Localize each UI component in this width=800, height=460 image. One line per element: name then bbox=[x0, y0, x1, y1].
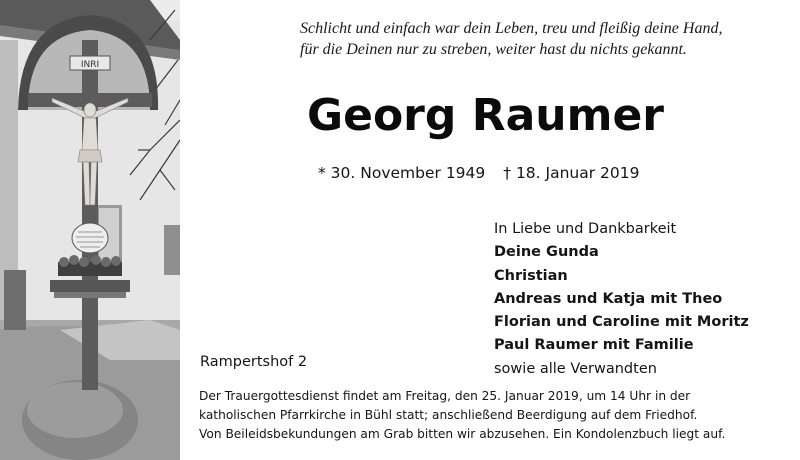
memorial-verse bbox=[300, 18, 780, 60]
verse-line: für die Deinen nur zu streben, weiter hast du nichts gekannt. bbox=[300, 41, 687, 58]
mourner-name: Deine Gunda bbox=[494, 244, 599, 261]
service-line: Der Trauergottesdienst findet am Freitag, den 25. Januar 2019, um 14 Uhr in der bbox=[199, 389, 691, 403]
service-line: Von Beileidsbekundungen am Grab bitten wir abzusehen. Ein Kondolenzbuch liegt auf. bbox=[199, 427, 726, 441]
mourners-list bbox=[494, 218, 749, 381]
family-address: Rampertshof 2 bbox=[200, 354, 308, 370]
deceased-name: Georg Raumer bbox=[307, 90, 664, 141]
verse-line: Schlicht und einfach war dein Leben, treu und fleißig deine Hand, bbox=[300, 20, 723, 37]
funeral-service-info bbox=[199, 387, 794, 444]
service-line: katholischen Pfarrkirche in Bühl statt; anschließend Beerdigung auf dem Friedhof. bbox=[199, 408, 698, 422]
mourner-name: Paul Raumer mit Familie bbox=[494, 337, 694, 354]
birth-date: * 30. November 1949 bbox=[318, 164, 486, 182]
inri-sign: INRI bbox=[80, 60, 100, 70]
life-dates bbox=[318, 162, 639, 184]
mourner-name: Florian und Caroline mit Moritz bbox=[494, 314, 749, 331]
mourners-intro: In Liebe und Dankbarkeit bbox=[494, 221, 677, 237]
crucifix-photo bbox=[0, 0, 180, 460]
mourner-name: Andreas und Katja mit Theo bbox=[494, 290, 723, 307]
mourner-name: Christian bbox=[494, 267, 568, 284]
death-date: † 18. Januar 2019 bbox=[503, 164, 640, 182]
mourners-outro: sowie alle Verwandten bbox=[494, 360, 657, 377]
